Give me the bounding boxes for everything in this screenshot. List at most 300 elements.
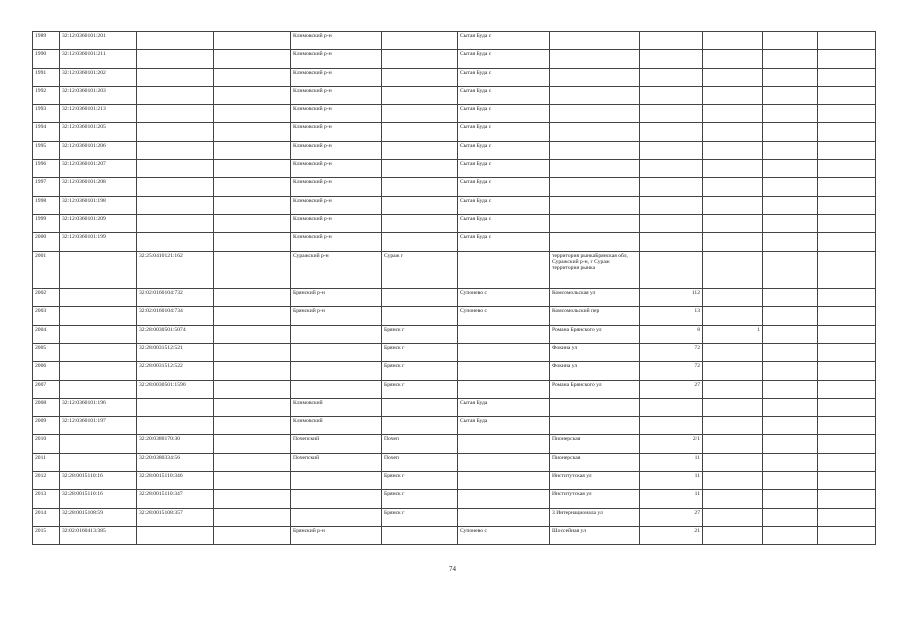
cell-c11	[818, 105, 876, 123]
cell-c1: 32:28:0015108:59	[60, 508, 137, 526]
cell-c3	[214, 398, 291, 416]
cell-c9	[703, 526, 763, 544]
cell-c4: Климовский р-н	[291, 105, 382, 123]
cell-c2	[137, 68, 214, 86]
cell-c10	[763, 380, 818, 398]
cell-n: 2003	[33, 307, 60, 325]
cell-c7	[550, 233, 640, 251]
cell-c8	[640, 141, 703, 159]
cell-c4	[291, 343, 382, 361]
cell-c7	[550, 32, 640, 50]
cell-c1	[60, 453, 137, 471]
cell-c6	[458, 490, 550, 508]
cell-c4: Климовский	[291, 417, 382, 435]
cell-c9	[703, 105, 763, 123]
cell-c5	[382, 417, 458, 435]
cell-c6: Супонево с	[458, 289, 550, 307]
cell-c9	[703, 453, 763, 471]
cell-n: 1992	[33, 86, 60, 104]
cell-n: 1997	[33, 178, 60, 196]
cell-c5	[382, 307, 458, 325]
cell-c2	[137, 526, 214, 544]
cell-c6	[458, 343, 550, 361]
cell-c10	[763, 362, 818, 380]
cell-c1: 32:12:0360101:196	[60, 398, 137, 416]
cell-c1: 32:02:0160413:385	[60, 526, 137, 544]
cell-c7: Институтская ул	[550, 490, 640, 508]
cell-c4: Суражский р-н	[291, 251, 382, 289]
cell-c8	[640, 178, 703, 196]
table-row	[33, 123, 876, 141]
cell-c7: Фокина ул	[550, 343, 640, 361]
cell-c9	[703, 289, 763, 307]
cell-n: 2008	[33, 398, 60, 416]
cell-c4: Климовский р-н	[291, 68, 382, 86]
cell-c4: Климовский р-н	[291, 50, 382, 68]
cell-c10	[763, 325, 818, 343]
cell-c2: 32:20:0380334:56	[137, 453, 214, 471]
cell-c3	[214, 490, 291, 508]
cell-c11	[818, 196, 876, 214]
cell-c6	[458, 435, 550, 453]
cell-c11	[818, 380, 876, 398]
cell-c11	[818, 307, 876, 325]
cell-c6	[458, 251, 550, 289]
cell-c8: 11	[640, 453, 703, 471]
cell-c7: Романа Брянского ул	[550, 325, 640, 343]
cell-c3	[214, 86, 291, 104]
cell-c10	[763, 160, 818, 178]
cell-c7: Пионерская	[550, 435, 640, 453]
cell-c2: 32:28:0015108:357	[137, 508, 214, 526]
cell-c2: 32:02:0160104:734	[137, 307, 214, 325]
cell-c9	[703, 86, 763, 104]
cell-c7: 3 Интернационала ул	[550, 508, 640, 526]
cell-c5: Брянск г	[382, 343, 458, 361]
cell-c11	[818, 178, 876, 196]
cell-c7: Пионерская	[550, 453, 640, 471]
table-row	[33, 343, 876, 361]
cell-c11	[818, 214, 876, 232]
cell-c9	[703, 123, 763, 141]
cell-c3	[214, 526, 291, 544]
cell-n: 1991	[33, 68, 60, 86]
cell-c1	[60, 289, 137, 307]
cell-c7: Комсомольская ул	[550, 289, 640, 307]
cell-c6: Сытая Буда с	[458, 123, 550, 141]
cell-c8	[640, 398, 703, 416]
cell-c9	[703, 50, 763, 68]
cell-c6: Сытая Буда с	[458, 86, 550, 104]
cell-c1	[60, 380, 137, 398]
cell-c3	[214, 307, 291, 325]
table-row	[33, 141, 876, 159]
cell-c6: Сытая Буда с	[458, 233, 550, 251]
cell-c8	[640, 233, 703, 251]
cell-c6: Сытая Буда с	[458, 214, 550, 232]
cell-c6: Сытая Буда с	[458, 141, 550, 159]
cell-c2: 32:28:0031512:522	[137, 362, 214, 380]
cell-c9: 1	[703, 325, 763, 343]
cell-c1: 32:12:0360101:203	[60, 86, 137, 104]
cell-n: 2012	[33, 472, 60, 490]
cell-c3	[214, 380, 291, 398]
cell-c4	[291, 472, 382, 490]
cell-c9	[703, 508, 763, 526]
cell-c6: Сытая Буда с	[458, 50, 550, 68]
cell-c6: Сытая Буда с	[458, 178, 550, 196]
table-row	[33, 289, 876, 307]
cell-c2: 32:28:0030501:5074	[137, 325, 214, 343]
cell-c4: Брянский р-н	[291, 526, 382, 544]
cell-c9	[703, 160, 763, 178]
cell-c9	[703, 362, 763, 380]
cell-c5	[382, 178, 458, 196]
cell-c5	[382, 526, 458, 544]
table-row	[33, 453, 876, 471]
cell-n: 2001	[33, 251, 60, 289]
cell-n: 2002	[33, 289, 60, 307]
cell-c4: Почепский	[291, 435, 382, 453]
cell-c1: 32:12:0360101:208	[60, 178, 137, 196]
cell-c6	[458, 453, 550, 471]
cell-c2: 32:28:0030501:1590	[137, 380, 214, 398]
cell-c5	[382, 86, 458, 104]
cell-c4: Климовский р-н	[291, 160, 382, 178]
cell-c10	[763, 343, 818, 361]
cell-c5: Брянск г	[382, 362, 458, 380]
cell-c9	[703, 141, 763, 159]
cell-c8: 13	[640, 307, 703, 325]
cell-c9	[703, 251, 763, 289]
cell-c7	[550, 160, 640, 178]
cell-c10	[763, 50, 818, 68]
cell-c2	[137, 214, 214, 232]
cell-n: 2010	[33, 435, 60, 453]
cell-c1: 32:12:0360101:205	[60, 123, 137, 141]
cell-c5: Почеп	[382, 453, 458, 471]
page-number: 74	[449, 565, 456, 573]
cell-c11	[818, 32, 876, 50]
cell-c10	[763, 472, 818, 490]
cell-c3	[214, 214, 291, 232]
cell-c3	[214, 123, 291, 141]
cell-c10	[763, 123, 818, 141]
cell-c10	[763, 32, 818, 50]
cell-c8: 112	[640, 289, 703, 307]
cell-n: 1994	[33, 123, 60, 141]
cell-c10	[763, 214, 818, 232]
cell-c11	[818, 86, 876, 104]
cell-c11	[818, 435, 876, 453]
cell-c3	[214, 453, 291, 471]
cell-c4	[291, 325, 382, 343]
cell-c11	[818, 362, 876, 380]
cell-c9	[703, 32, 763, 50]
table-row	[33, 490, 876, 508]
cell-c4	[291, 490, 382, 508]
cell-c1: 32:12:0360101:206	[60, 141, 137, 159]
cell-c5	[382, 123, 458, 141]
cell-c8	[640, 32, 703, 50]
cell-c2: 32:25:0410121:162	[137, 251, 214, 289]
cell-c8	[640, 214, 703, 232]
cell-c10	[763, 105, 818, 123]
cell-c1: 32:12:0360101:213	[60, 105, 137, 123]
cell-c1: 32:12:0360101:209	[60, 214, 137, 232]
cell-c6	[458, 380, 550, 398]
cell-c1: 32:28:0015110:16	[60, 490, 137, 508]
cell-c11	[818, 417, 876, 435]
cell-n: 2015	[33, 526, 60, 544]
cell-c3	[214, 343, 291, 361]
cell-c1: 32:12:0360101:202	[60, 68, 137, 86]
cell-c4: Брянский р-н	[291, 289, 382, 307]
cell-c1	[60, 362, 137, 380]
cell-c7	[550, 178, 640, 196]
table-row	[33, 105, 876, 123]
cell-c1: 32:12:0360101:201	[60, 32, 137, 50]
cell-c5	[382, 141, 458, 159]
cell-c10	[763, 453, 818, 471]
cell-c5	[382, 32, 458, 50]
cell-c4	[291, 362, 382, 380]
cell-c11	[818, 325, 876, 343]
cell-c10	[763, 490, 818, 508]
cell-c6	[458, 508, 550, 526]
cell-c3	[214, 289, 291, 307]
cell-c8	[640, 105, 703, 123]
table-row	[33, 68, 876, 86]
cell-c10	[763, 417, 818, 435]
cell-c1	[60, 343, 137, 361]
cell-c8: 8	[640, 325, 703, 343]
table-row	[33, 32, 876, 50]
cell-c3	[214, 472, 291, 490]
cell-c10	[763, 141, 818, 159]
cell-c11	[818, 141, 876, 159]
cell-n: 2011	[33, 453, 60, 471]
cell-c3	[214, 417, 291, 435]
cell-c5: Брянск г	[382, 508, 458, 526]
cell-c1: 32:12:0360101:207	[60, 160, 137, 178]
table-row	[33, 472, 876, 490]
cell-c3	[214, 196, 291, 214]
cell-c7	[550, 417, 640, 435]
cell-c7	[550, 68, 640, 86]
table-row	[33, 398, 876, 416]
cell-n: 1989	[33, 32, 60, 50]
cell-c9	[703, 343, 763, 361]
table-row	[33, 160, 876, 178]
cell-c10	[763, 307, 818, 325]
cell-c11	[818, 50, 876, 68]
cell-c2	[137, 178, 214, 196]
cell-c6: Супонево с	[458, 526, 550, 544]
cell-c6	[458, 362, 550, 380]
cell-c9	[703, 490, 763, 508]
cell-c6: Сытая Буда с	[458, 160, 550, 178]
cell-c2	[137, 141, 214, 159]
cell-c5: Брянск г	[382, 325, 458, 343]
cell-c8: 27	[640, 380, 703, 398]
cell-c2	[137, 50, 214, 68]
table-row	[33, 362, 876, 380]
cell-c5	[382, 196, 458, 214]
cell-c2	[137, 123, 214, 141]
cell-c7	[550, 398, 640, 416]
cell-c6: Сытая Буда с	[458, 105, 550, 123]
registry-table-body	[33, 32, 876, 545]
cell-c6: Сытая Буда с	[458, 32, 550, 50]
cell-c11	[818, 526, 876, 544]
cell-c3	[214, 32, 291, 50]
cell-c1: 32:28:0015110:16	[60, 472, 137, 490]
cell-c1	[60, 307, 137, 325]
cell-n: 1996	[33, 160, 60, 178]
table-row	[33, 380, 876, 398]
table-row	[33, 50, 876, 68]
cell-c10	[763, 508, 818, 526]
cell-c7	[550, 214, 640, 232]
cell-c4: Почепский	[291, 453, 382, 471]
cell-n: 1990	[33, 50, 60, 68]
table-row	[33, 233, 876, 251]
cell-c10	[763, 526, 818, 544]
table-row	[33, 435, 876, 453]
cell-c10	[763, 289, 818, 307]
cell-c11	[818, 160, 876, 178]
cell-c3	[214, 178, 291, 196]
cell-c1	[60, 435, 137, 453]
cell-c10	[763, 398, 818, 416]
cell-c8	[640, 86, 703, 104]
table-row	[33, 214, 876, 232]
cell-n: 2004	[33, 325, 60, 343]
table-row	[33, 196, 876, 214]
cell-c10	[763, 233, 818, 251]
cell-n: 2007	[33, 380, 60, 398]
cell-c7: территория рынкаБрянская обл, Суражский р-н, г Сураж территория рынка	[550, 251, 640, 289]
cell-c3	[214, 68, 291, 86]
cell-c5	[382, 289, 458, 307]
cell-c8	[640, 68, 703, 86]
cell-c5	[382, 398, 458, 416]
cell-c2: 32:20:0380170:30	[137, 435, 214, 453]
cell-c1	[60, 251, 137, 289]
cell-c7	[550, 105, 640, 123]
cell-c9	[703, 68, 763, 86]
cell-c9	[703, 178, 763, 196]
cell-n: 1999	[33, 214, 60, 232]
cell-c2: 32:28:0015110:347	[137, 490, 214, 508]
cell-c9	[703, 380, 763, 398]
cell-c11	[818, 251, 876, 289]
cell-c11	[818, 453, 876, 471]
cell-c8	[640, 196, 703, 214]
cell-c8: 72	[640, 343, 703, 361]
cell-c8	[640, 50, 703, 68]
cell-c2	[137, 398, 214, 416]
cell-c10	[763, 435, 818, 453]
cell-n: 2000	[33, 233, 60, 251]
cell-c3	[214, 435, 291, 453]
table-row	[33, 526, 876, 544]
cell-c5	[382, 160, 458, 178]
cell-c9	[703, 472, 763, 490]
cell-c10	[763, 86, 818, 104]
table-row	[33, 86, 876, 104]
cell-c4: Климовский р-н	[291, 214, 382, 232]
cell-c2	[137, 86, 214, 104]
cell-c3	[214, 141, 291, 159]
cell-c11	[818, 472, 876, 490]
cell-c5	[382, 68, 458, 86]
cell-c7: Романа Брянского ул	[550, 380, 640, 398]
cell-c2: 32:02:0160104:732	[137, 289, 214, 307]
cell-c10	[763, 251, 818, 289]
cell-n: 2009	[33, 417, 60, 435]
cell-c2	[137, 417, 214, 435]
cell-c9	[703, 435, 763, 453]
cell-c1: 32:12:0360101:198	[60, 196, 137, 214]
cell-c3	[214, 362, 291, 380]
cell-c7	[550, 123, 640, 141]
cell-c8: 72	[640, 362, 703, 380]
cell-n: 1998	[33, 196, 60, 214]
cell-c11	[818, 398, 876, 416]
cell-c11	[818, 233, 876, 251]
cell-c2	[137, 196, 214, 214]
cell-c11	[818, 68, 876, 86]
cell-c2	[137, 233, 214, 251]
cell-c4: Климовский р-н	[291, 86, 382, 104]
cell-c5	[382, 214, 458, 232]
cell-c2	[137, 32, 214, 50]
cell-c4: Климовский р-н	[291, 178, 382, 196]
cell-c3	[214, 233, 291, 251]
table-row	[33, 325, 876, 343]
cell-c11	[818, 490, 876, 508]
table-row	[33, 307, 876, 325]
cell-c2: 32:28:0015110:346	[137, 472, 214, 490]
cell-c4: Климовский р-н	[291, 141, 382, 159]
cell-n: 2014	[33, 508, 60, 526]
cell-c7: Комсомольский пер	[550, 307, 640, 325]
cell-c8: 21	[640, 526, 703, 544]
table-row	[33, 508, 876, 526]
cell-c5: Брянск г	[382, 380, 458, 398]
cell-c8: 11	[640, 490, 703, 508]
cell-c8	[640, 123, 703, 141]
cell-c9	[703, 417, 763, 435]
cell-n: 1995	[33, 141, 60, 159]
cell-c11	[818, 508, 876, 526]
cell-c4: Климовский р-н	[291, 233, 382, 251]
cell-c5: Почеп	[382, 435, 458, 453]
cell-c5	[382, 105, 458, 123]
cell-c1: 32:12:0360101:197	[60, 417, 137, 435]
cell-c4	[291, 508, 382, 526]
cell-c2: 32:28:0031512:521	[137, 343, 214, 361]
cell-c7	[550, 86, 640, 104]
cell-c5: Брянск г	[382, 472, 458, 490]
cell-c9	[703, 307, 763, 325]
cell-c2	[137, 105, 214, 123]
cell-c6: Сытая Буда с	[458, 196, 550, 214]
cell-c4: Климовский р-н	[291, 123, 382, 141]
table-row	[33, 178, 876, 196]
